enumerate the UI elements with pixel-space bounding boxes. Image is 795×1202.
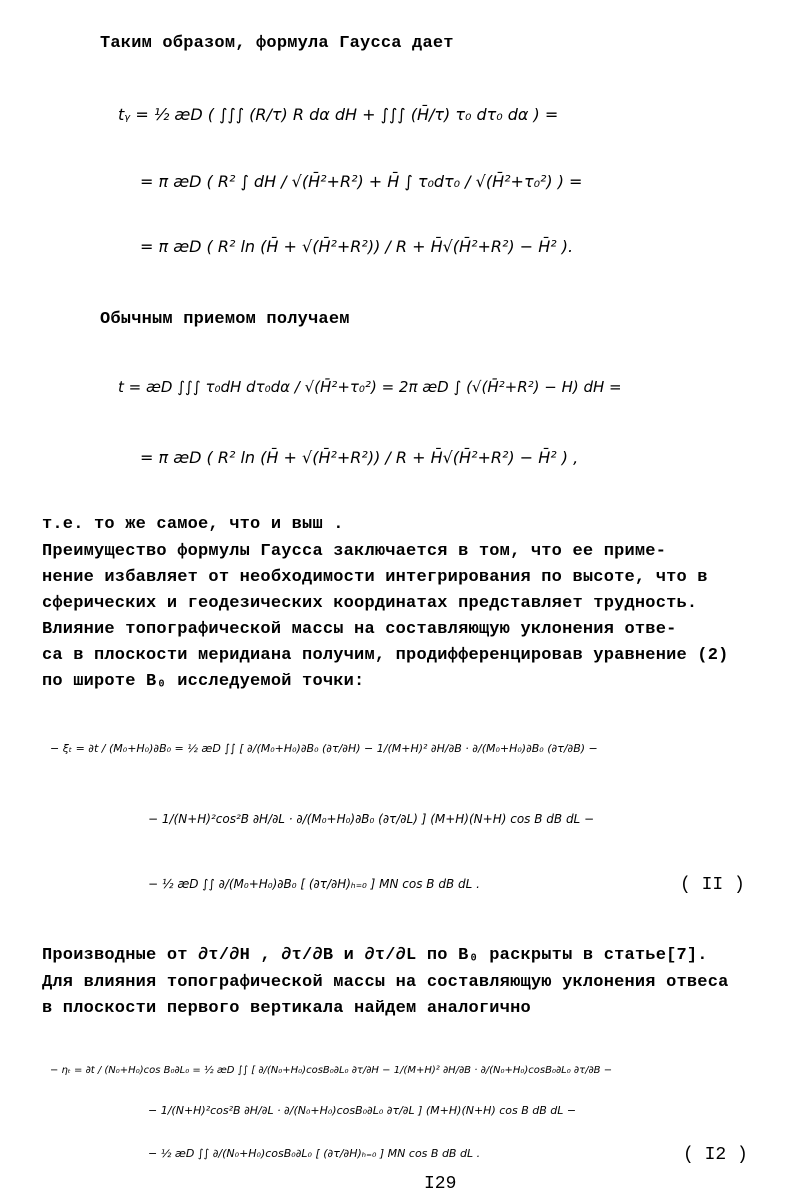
equation-2-line-1: t = æD ∫∫∫ τ₀dH dτ₀dα / √(H̄²+τ₀²) = 2π æD ∫ (√(H̄²+R²) − H) dH =: [118, 378, 622, 396]
equation-11-line-2: − 1/(N+H)²cos²B ∂H/∂L · ∂/(M₀+H₀)∂B₀ (∂τ/∂L) ] (M+H)(N+H) cos B dB dL −: [148, 812, 595, 826]
paragraph-derivatives-line-2: Для влияния топографической массы на составляющую уклонения отвеса: [42, 973, 729, 992]
paragraph-gauss-line-2: нение избавляет от необходимости интегрирования по высоте, что в: [42, 568, 708, 587]
equation-11-line-1: − ξₜ = ∂t / (M₀+H₀)∂B₀ = ½ æD ∫∫ [ ∂/(M₀+H₀)∂B₀ (∂τ/∂H) − 1/(M+H)² ∂H/∂B · ∂/(M₀+H₀)∂B₀ (∂τ/∂B) −: [50, 742, 598, 755]
paragraph-derivatives-line-1: Производные от ∂τ/∂H , ∂τ/∂B и ∂τ/∂L по B₀ раскрыты в статье[7].: [42, 946, 708, 965]
equation-12-number: ( I2 ): [683, 1145, 748, 1165]
equation-2-line-2: = π æD ( R² ln (H̄ + √(H̄²+R²)) / R + H̄√(H̄²+R²) − H̄² ) ,: [140, 448, 579, 467]
paragraph-influence-line-2: са в плоскости меридиана получим, продифференцировав уравнение (2): [42, 646, 729, 665]
paragraph-same: т.е. то же самое, что и выш .: [42, 515, 344, 534]
paragraph-usual-method: Обычным приемом получаем: [100, 310, 350, 329]
equation-12-line-2: − 1/(N+H)²cos²B ∂H/∂L · ∂/(N₀+H₀)cosB₀∂L₀ ∂τ/∂L ] (M+H)(N+H) cos B dB dL −: [148, 1104, 577, 1117]
paragraph-intro: Таким образом, формула Гаусса дает: [100, 34, 454, 53]
equation-12-line-1: − ηₜ = ∂t / (N₀+H₀)cos B₀∂L₀ = ½ æD ∫∫ [ ∂/(N₀+H₀)cosB₀∂L₀ ∂τ/∂H − 1/(M+H)² ∂H/∂B · ∂/(N₀+H₀)cosB₀∂L₀ ∂τ/∂B −: [50, 1065, 613, 1076]
equation-12-line-3: − ½ æD ∫∫ ∂/(N₀+H₀)cosB₀∂L₀ [ (∂τ/∂H)ₕ₌₀ ] MN cos B dB dL .: [148, 1147, 481, 1160]
paragraph-influence-line-1: Влияние топографической массы на составляющую уклонения отве-: [42, 620, 677, 639]
paragraph-derivatives-line-3: в плоскости первого вертикала найдем аналогично: [42, 999, 531, 1018]
equation-11-number: ( II ): [680, 875, 745, 895]
paragraph-influence-line-3: по широте B₀ исследуемой точки:: [42, 672, 365, 691]
equation-1-line-1: tᵧ = ½ æD ( ∫∫∫ (R/τ) R dα dH + ∫∫∫ (H̄/τ) τ₀ dτ₀ dα ) =: [118, 105, 559, 124]
page-number: I29: [424, 1174, 457, 1194]
paragraph-gauss-line-1: Преимущество формулы Гаусса заключается в том, что ее приме-: [42, 542, 667, 561]
paragraph-gauss-line-3: сферических и геодезических координатах представляет трудность.: [42, 594, 698, 613]
equation-1-line-2: = π æD ( R² ∫ dH / √(H̄²+R²) + H̄ ∫ τ₀dτ₀ / √(H̄²+τ₀²) ) =: [140, 172, 583, 191]
equation-11-line-3: − ½ æD ∫∫ ∂/(M₀+H₀)∂B₀ [ (∂τ/∂H)ₕ₌₀ ] MN cos B dB dL .: [148, 877, 480, 891]
equation-1-line-3: = π æD ( R² ln (H̄ + √(H̄²+R²)) / R + H̄√(H̄²+R²) − H̄² ).: [140, 237, 574, 256]
